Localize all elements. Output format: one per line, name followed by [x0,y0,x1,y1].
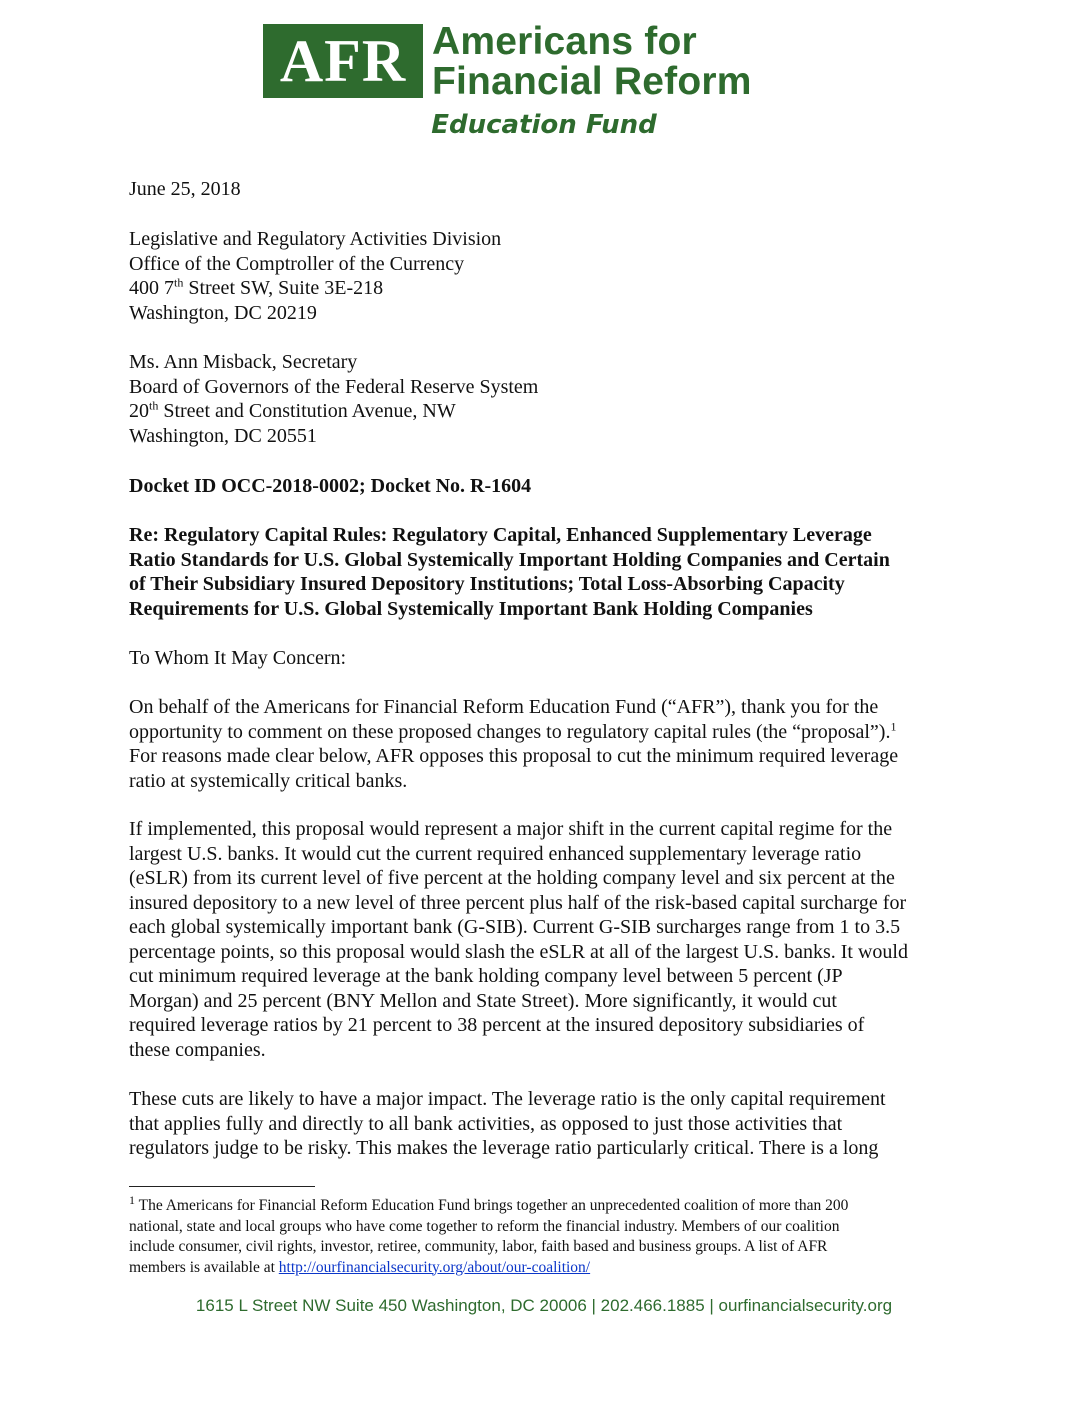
footnote-line: members is available at http://ourfinancialsecurity.org/about/our-coalition/ [129,1258,591,1276]
paragraph-line: cut minimum required leverage at the bank holding company level between 5 percent (JP [129,965,843,987]
address-line: Legislative and Regulatory Activities Division [129,228,502,250]
paragraph-line: these companies. [129,1038,266,1061]
paragraph-line: ratio at systemically critical banks. [129,769,408,792]
afr-logo [263,24,423,98]
org-name-line1: Americans for [432,20,697,63]
footnote-reference[interactable]: 1 [890,718,897,733]
address-line: Board of Governors of the Federal Reserve System [129,375,539,398]
org-name-line2: Financial Reform [432,60,752,103]
subject-line-text: Re: Regulatory Capital Rules: Regulatory Capital, Enhanced Supplementary Leverage [129,524,872,546]
organization-name [432,22,752,102]
paragraph-line: percentage points, so this proposal would slash the eSLR at all of the largest U.S. banks. It would [129,940,908,963]
paragraph-line: If implemented, this proposal would represent a major shift in the current capital regime for the [129,818,893,840]
paragraph-line: (eSLR) from its current level of five percent at the holding company level and six percent at the [129,867,895,889]
paragraph-line: opportunity to comment on these proposed changes to regulatory capital rules (the “proposal”).$^1$ [129,718,897,743]
address-line: Washington, DC 20219 [129,301,317,324]
footnote-line: $^1$ The Americans for Financial Reform Education Fund brings together an unprecedented coalition of more than 200 [129,1192,849,1214]
subject-line-text: Ratio Standards for U.S. Global Systemically Important Holding Companies and Certain [129,548,890,571]
logo-text: AFR [279,27,407,94]
paragraph-line: On behalf of the Americans for Financial Reform Education Fund (“AFR”), thank you for the [129,696,879,718]
subject-line [129,523,969,621]
address-line: Washington, DC 20551 [129,424,317,447]
salutation: To Whom It May Concern: [129,647,347,669]
address-line: Office of the Comptroller of the Currency [129,252,465,275]
paragraph-line: each global systemically important bank (G-SIB). Current G-SIB surcharges range from 1 to 3.5 [129,916,901,938]
paragraph-line: insured depository to a new level of three percent plus half of the risk-based capital surcharge for [129,891,907,914]
paragraph-line: These cuts are likely to have a major impact. The leverage ratio is the only capital requirement [129,1088,886,1110]
paragraph-line: For reasons made clear below, AFR opposes this proposal to cut the minimum required leverage [129,745,899,767]
body-paragraph-2 [129,817,969,1062]
footnote-line: national, state and local groups who have come together to reform the financial industry. Members of our coalition [129,1217,840,1235]
address-line: 400 7th Street SW, Suite 3E-218 [129,275,384,299]
letterhead-subtitle: Education Fund [431,110,657,140]
coalition-link[interactable]: http://ourfinancialsecurity.org/about/our-coalition/ [278,1258,591,1276]
paragraph-line: largest U.S. banks. It would cut the current required enhanced supplementary leverage ratio [129,842,862,865]
address-line: 20th Street and Constitution Avenue, NW [129,398,456,422]
paragraph-line: required leverage ratios by 21 percent to 38 percent at the insured depository subsidiaries of [129,1014,865,1036]
footnote-line: include consumer, civil rights, investor, retiree, community, labor, faith based and business groups. A list of AFR [129,1238,828,1255]
subject-line-text: of Their Subsidiary Insured Depository Institutions; Total Loss-Absorbing Capacity [129,573,845,595]
letter-date: June 25, 2018 [129,178,241,200]
address-line: Ms. Ann Misback, Secretary [129,351,358,373]
paragraph-line: Morgan) and 25 percent (BNY Mellon and State Street). More significantly, it would cut [129,989,837,1012]
body-paragraph-1 [129,695,969,793]
footnote-1 [129,1192,849,1278]
subject-line-text: Requirements for U.S. Global Systemically Important Bank Holding Companies [129,597,813,620]
footnote-divider [129,1186,315,1187]
body-paragraph-3 [129,1087,969,1161]
docket-line: Docket ID OCC-2018-0002; Docket No. R-1604 [129,475,532,497]
letterhead-footer: 1615 L Street NW Suite 450 Washington, DC 20006 | 202.466.1885 | ourfinancialsecurity.org [195,1296,893,1315]
paragraph-line: regulators judge to be risky. This makes the leverage ratio particularly critical. There is a long [129,1137,879,1159]
paragraph-line: that applies fully and directly to all bank activities, as opposed to just those activities that [129,1112,843,1135]
